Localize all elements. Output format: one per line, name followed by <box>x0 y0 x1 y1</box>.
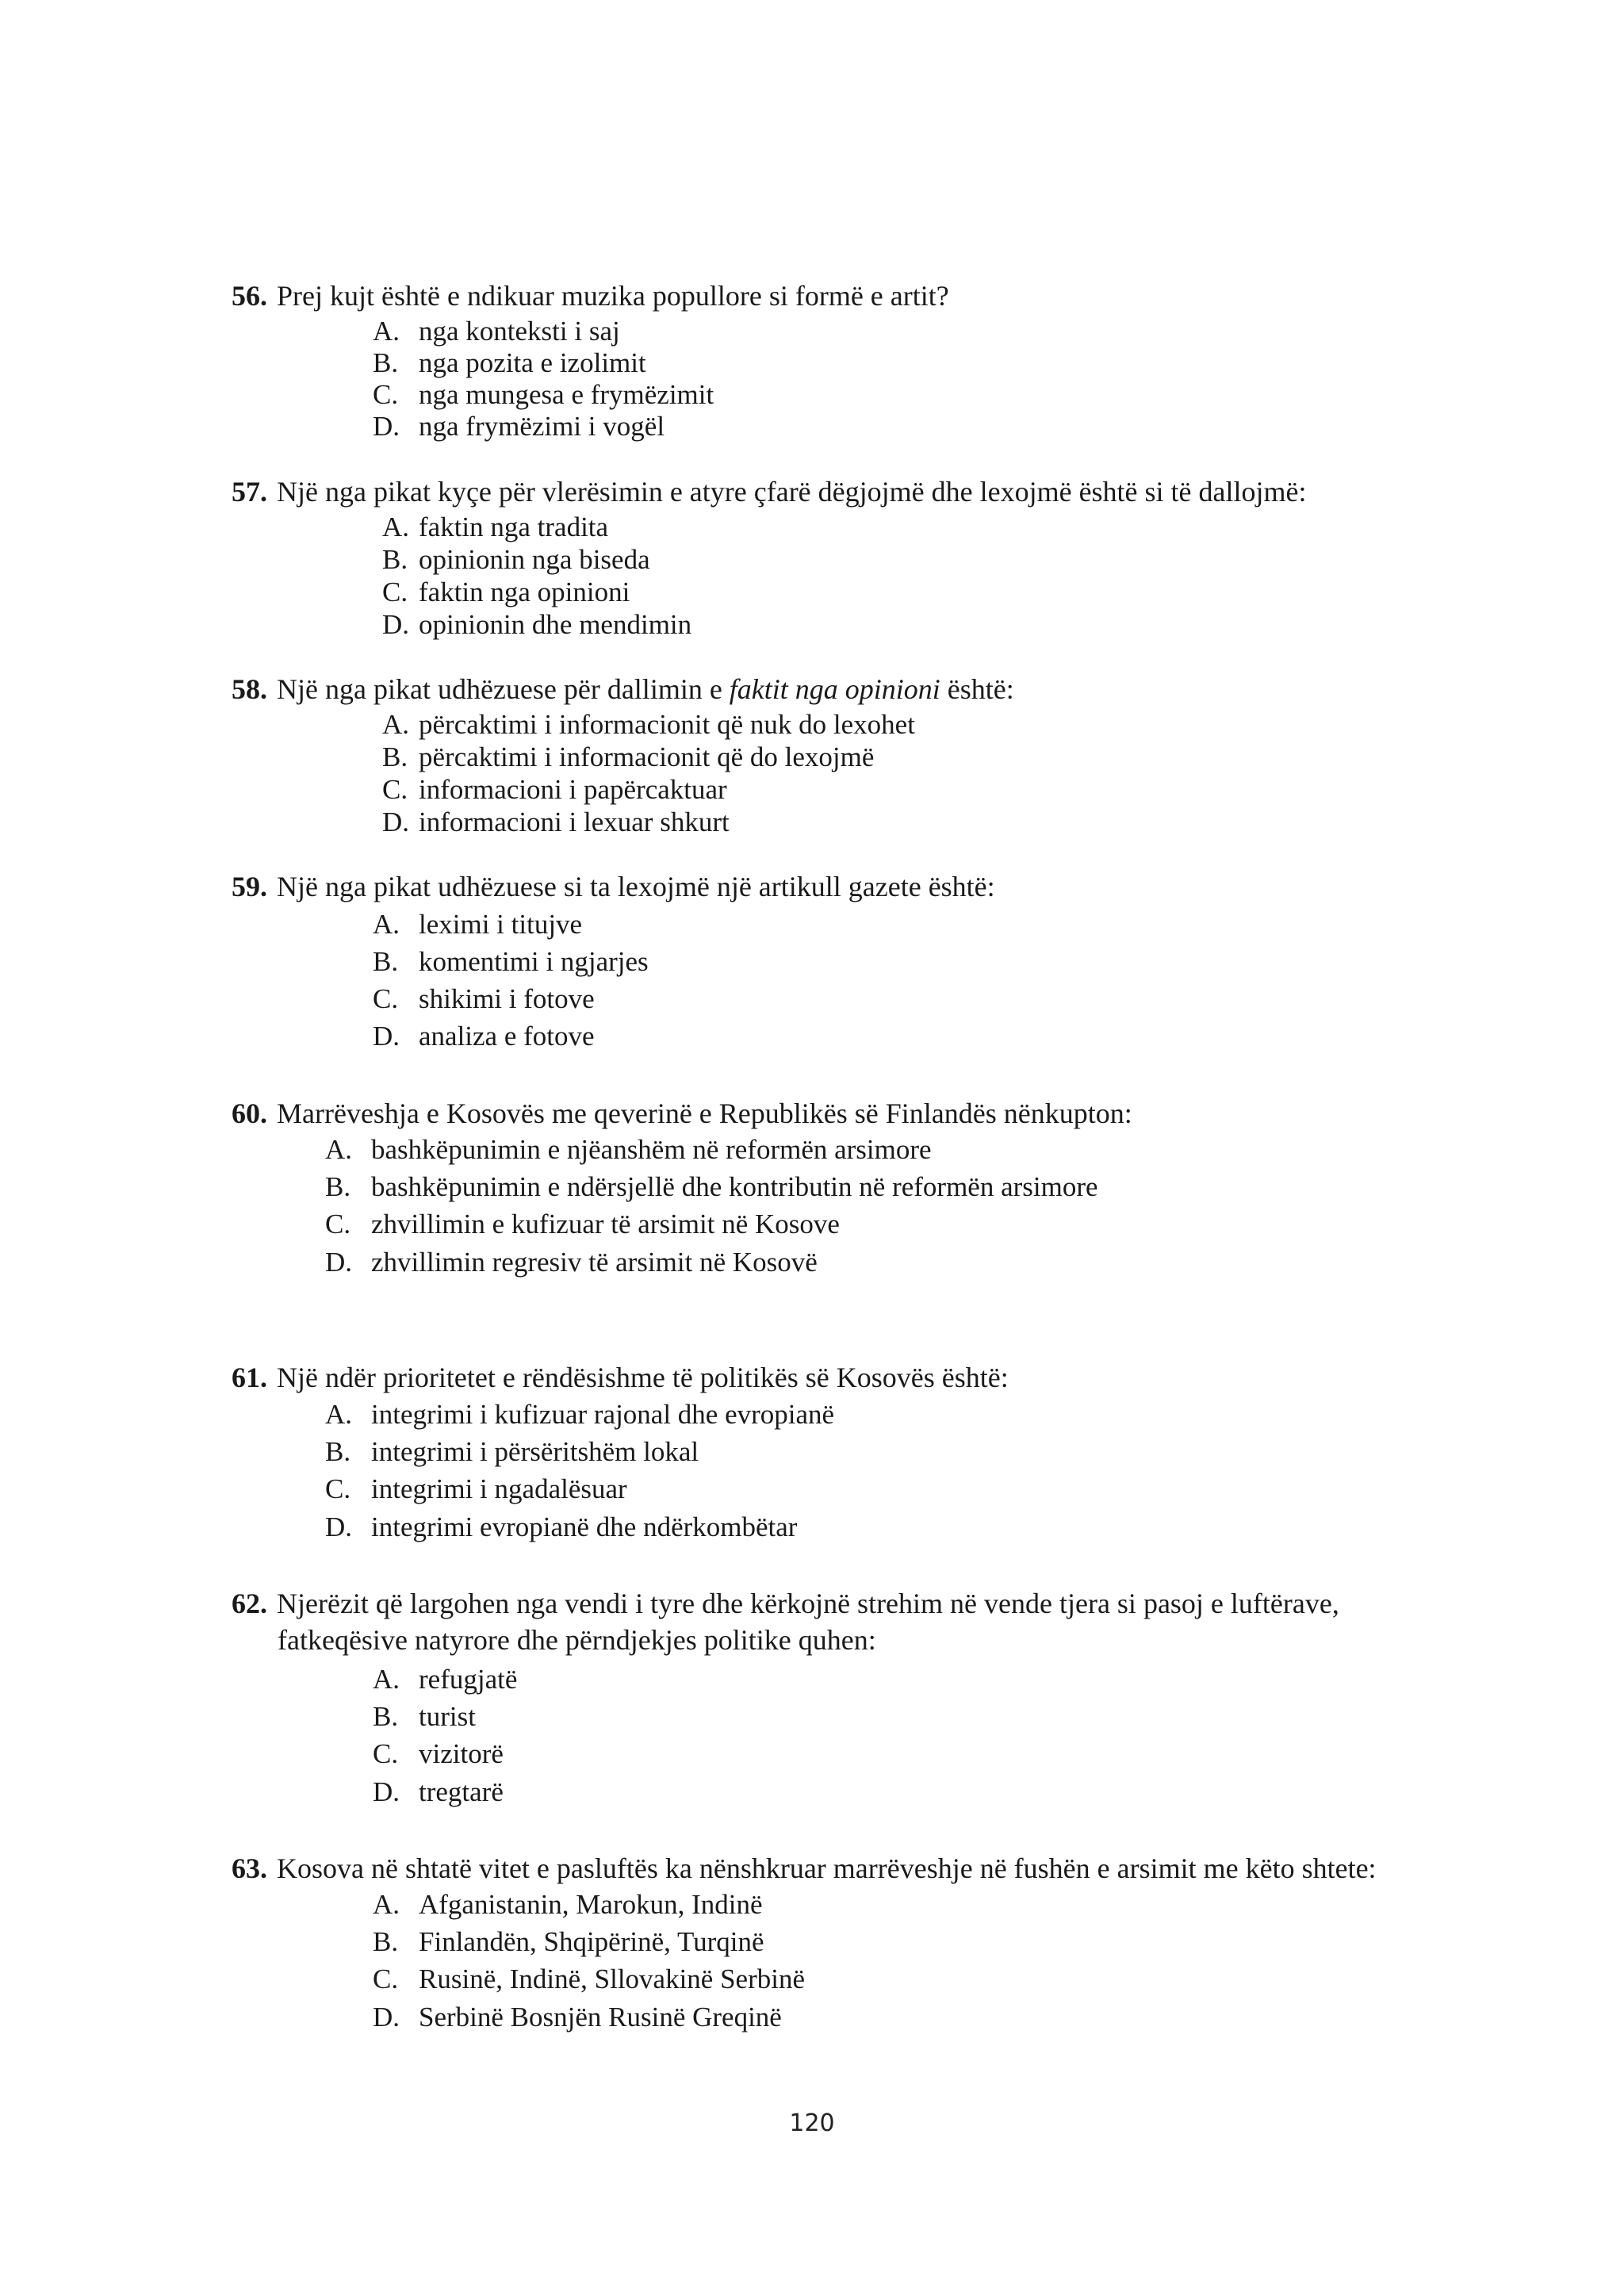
option-58-b: B. përcaktimi i informacionit që do lexojmë <box>382 741 875 772</box>
option-60-b: B. bashkëpunimin e ndërsjellë dhe kontributin në reformën arsimore <box>325 1171 1098 1202</box>
option-57-d: D. opinionin dhe mendimin <box>382 609 692 640</box>
question-stem <box>232 278 949 314</box>
question-text: Prej kujt është e ndikuar muzika popullore si formë e artit? <box>277 280 949 312</box>
option-61-b: B. integrimi i përsëritshëm lokal <box>325 1436 699 1467</box>
option-58-d: D. informacioni i lexuar shkurt <box>382 806 730 837</box>
question-text: Një ndër prioritetet e rëndësishme të politikës së Kosovës është: <box>277 1362 1009 1393</box>
option-62-d: D. tregtarë <box>373 1776 504 1807</box>
option-58-a: A. përcaktimi i informacionit që nuk do lexohet <box>382 709 915 740</box>
question-number: 56. <box>232 280 267 312</box>
option-63-a: A. Afganistanin, Marokun, Indinë <box>373 1889 763 1920</box>
option-61-d: D. integrimi evropianë dhe ndërkombëtar <box>325 1511 798 1542</box>
option-62-c: C. vizitorë <box>373 1738 504 1769</box>
option-56-d: D. nga frymëzimi i vogël <box>373 411 665 442</box>
option-60-d: D. zhvillimin regresiv të arsimit në Kosovë <box>325 1247 818 1278</box>
question-57 <box>232 473 1307 510</box>
option-60-a: A. bashkëpunimin e njëanshëm në reformën arsimore <box>325 1134 932 1165</box>
option-63-d: D. Serbinë Bosnjën Rusinë Greqinë <box>373 2002 782 2032</box>
question-stem <box>232 473 1307 510</box>
option-56-b: B. nga pozita e izolimit <box>373 347 646 378</box>
question-58 <box>232 671 1014 707</box>
question-number: 58. <box>232 673 267 705</box>
option-63-b: B. Finlandën, Shqipërinë, Turqinë <box>373 1926 764 1957</box>
option-57-c: C. faktin nga opinioni <box>382 577 630 607</box>
question-62 <box>232 1585 1339 1658</box>
option-57-b: B. opinionin nga biseda <box>382 544 650 575</box>
option-57-a: A. faktin nga tradita <box>382 511 609 542</box>
option-59-b: B. komentimi i ngjarjes <box>373 946 649 977</box>
option-63-c: C. Rusinë, Indinë, Sllovakinë Serbinë <box>373 1963 806 1994</box>
question-56 <box>232 278 949 314</box>
question-text: Kosova në shtatë vitet e pasluftës ka nënshkruar marrëveshje në fushën e arsimit me këto shtete: <box>277 1852 1377 1884</box>
option-59-d: D. analiza e fotove <box>373 1021 595 1052</box>
option-59-a: A. leximi i titujve <box>373 909 583 940</box>
question-number: 57. <box>232 476 267 508</box>
option-56-a: A. nga konteksti i saj <box>373 316 620 347</box>
question-60 <box>232 1095 1132 1132</box>
question-stem <box>232 1095 1132 1132</box>
question-stem <box>232 1585 1339 1622</box>
question-stem <box>232 1359 1009 1396</box>
question-number: 59. <box>232 871 267 902</box>
option-62-a: A. refugjatë <box>373 1664 518 1695</box>
option-58-c: C. informacioni i papërcaktuar <box>382 774 727 805</box>
question-number: 62. <box>232 1588 267 1619</box>
question-number: 60. <box>232 1098 267 1129</box>
question-59 <box>232 868 995 905</box>
question-stem-line2: fatkeqësive natyrore dhe përndjekjes politike quhen: <box>278 1624 876 1656</box>
question-61 <box>232 1359 1009 1396</box>
question-number: 61. <box>232 1362 267 1393</box>
question-stem: 58. Një nga pikat udhëzuese për dallimin e faktit nga opinioni është: <box>232 673 1014 705</box>
option-56-c: C. nga mungesa e frymëzimit <box>373 379 714 410</box>
question-stem <box>232 1850 1377 1887</box>
question-63 <box>232 1850 1377 1887</box>
question-stem <box>232 868 995 905</box>
question-text: Njerëzit që largohen nga vendi i tyre dhe kërkojnë strehim në vende tjera si pasoj e luftërave, <box>277 1588 1339 1619</box>
option-61-a: A. integrimi i kufizuar rajonal dhe evropianë <box>325 1399 835 1430</box>
page-number: 120 <box>789 2109 835 2137</box>
option-60-c: C. zhvillimin e kufizuar të arsimit në Kosove <box>325 1209 840 1239</box>
italic-phrase: faktit nga opinioni <box>729 673 940 705</box>
option-61-c: C. integrimi i ngadalësuar <box>325 1473 627 1504</box>
question-text: Një nga pikat kyçe për vlerësimin e atyre çfarë dëgjojmë dhe lexojmë është si të dallojmë: <box>277 476 1307 508</box>
option-62-b: B. turist <box>373 1701 476 1732</box>
question-text: Marrëveshja e Kosovës me qeverinë e Republikës së Finlandës nënkupton: <box>277 1098 1132 1129</box>
question-text: Një nga pikat udhëzuese si ta lexojmë një artikull gazete është: <box>277 871 995 902</box>
option-59-c: C. shikimi i fotove <box>373 983 595 1014</box>
question-number: 63. <box>232 1852 267 1884</box>
